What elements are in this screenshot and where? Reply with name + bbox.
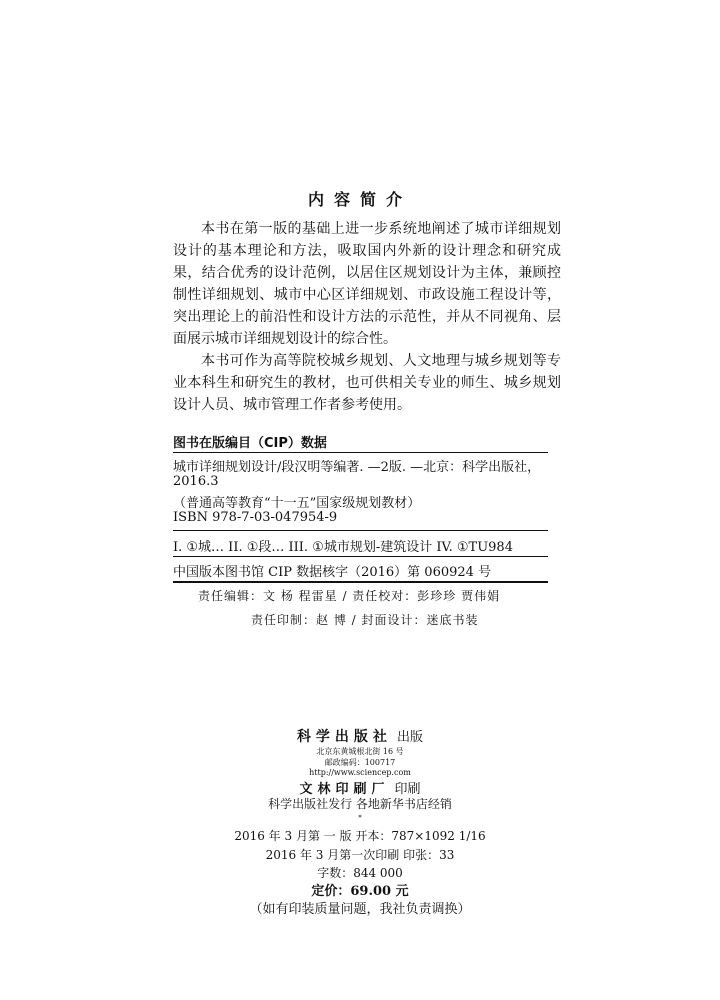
- cip-series: （普通高等教育“十一五”国家级规划教材）: [173, 496, 421, 511]
- cip-number: 中国版本图书馆 CIP 数据核字（2016）第 060924 号: [173, 565, 492, 580]
- price: 定价：69.00 元: [311, 884, 409, 899]
- publisher-postcode: 邮政编码：100717: [324, 758, 396, 767]
- intro-paragraph-2: 本书可作为高等院校城乡规划、人文地理与城乡规划等专业本科生和研究生的教材，也可供相关专业的师生、城乡规划设计人员、城市管理工作者参考使用。: [173, 353, 561, 413]
- printing-line: 2016 年 3 月第一次印刷 印张：33: [265, 848, 455, 862]
- distribution-line: 科学出版社发行 各地新华书店经销: [268, 797, 452, 811]
- cip-top-rule: [173, 452, 548, 453]
- cip-line-1: 城市详细规划设计/段汉明等编著. —2版. —北京：科学出版社，: [173, 460, 541, 475]
- cip-title: 图书在版编目（CIP）数据: [173, 436, 327, 451]
- intro-paragraph-1: 本书在第一版的基础上进一步系统地阐述了城市详细规划设计的基本理论和方法，吸取国内外新的设计理念和研究成果，结合优秀的设计范例，以居住区规划设计为主体，兼顾控制性详细规划、城市中心区详细规划、市政设施工程设计等，突出理论上的前沿性和设计方法的示范性，并从不同视角、层面展示城市详细规划设计的综合性。: [173, 221, 561, 347]
- publisher-name: 科学出版社: [296, 729, 392, 745]
- publisher-name-suffix: 出版: [397, 730, 424, 745]
- printer-suffix: 印刷: [394, 782, 421, 797]
- cip-middle-rule: [173, 530, 548, 531]
- credits-line-1: 责任编辑：文 杨 程雷星 / 责任校对：彭珍珍 贾伟娟: [198, 589, 501, 603]
- publisher-name-line: [0, 726, 720, 746]
- word-count: 字数：844 000: [317, 866, 403, 880]
- edition-line: 2016 年 3 月第 一 版 开本：787×1092 1/16: [234, 829, 486, 843]
- cip-classification: I. ①城… II. ①段… III. ①城市规划-建筑设计 IV. ①TU984: [173, 540, 513, 555]
- cip-line-2: 2016.3: [173, 474, 219, 489]
- printer-name: 文林印刷厂: [299, 782, 390, 797]
- cip-bottom-rule: [173, 581, 548, 583]
- cip-lower-rule: [173, 556, 548, 557]
- notice: （如有印装质量问题，我社负责调换）: [249, 902, 471, 917]
- intro-title: 内容简介: [307, 190, 412, 209]
- publisher-address: 北京东黄城根北街 16 号: [316, 747, 404, 756]
- publisher-website: http://www.sciencep.com: [309, 768, 411, 777]
- star-mark: *: [358, 814, 362, 822]
- cip-isbn: ISBN 978-7-03-047954-9: [173, 510, 338, 525]
- credits-line-2: 责任印制：赵 博 / 封面设计：迷底书装: [251, 613, 479, 627]
- intro-body: [173, 218, 561, 416]
